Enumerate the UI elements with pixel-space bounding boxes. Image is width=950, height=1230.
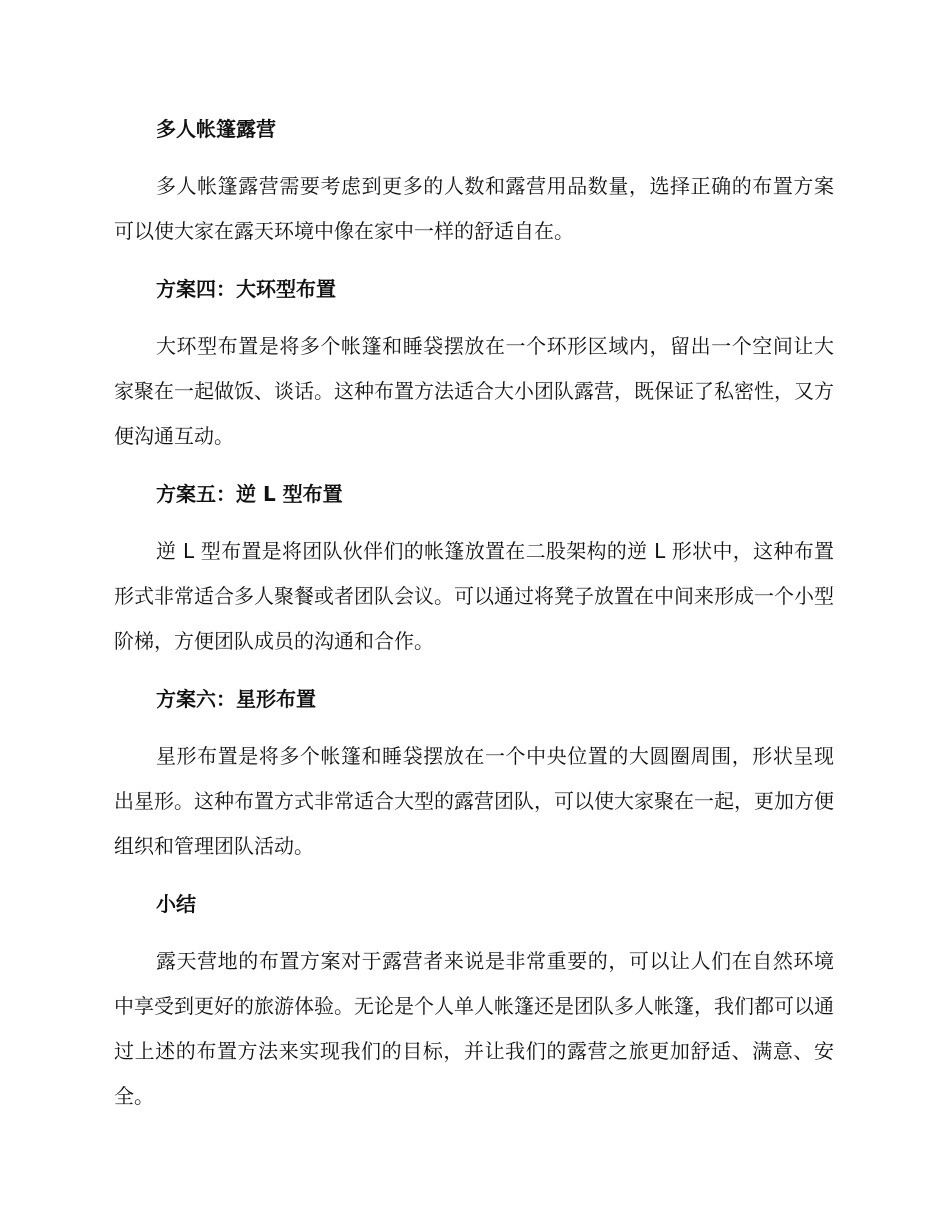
section-heading-plan-five: 方案五：逆 L 型布置 <box>156 482 343 506</box>
section-paragraph-summary: 露天营地的布置方案对于露营者来说是非常重要的，可以让人们在自然环境中享受到更好的旅游体验。无论是个人单人帐篷还是团队多人帐篷，我们都可以通过上述的布置方法来实现我们的目标，并让我们的露营之旅更加舒适、满意、安全。 <box>114 949 834 1108</box>
section-paragraph-plan-five: 逆 L 型布置是将团队伙伴们的帐篷放置在二股架构的逆 L 形状中，这种布置形式非常适合多人聚餐或者团队会议。可以通过将凳子放置在中间来形成一个小型阶梯，方便团队成员的沟通和合作。 <box>114 539 834 653</box>
document-page <box>114 112 834 1137</box>
section-paragraph-plan-four: 大环型布置是将多个帐篷和睡袋摆放在一个环形区域内，留出一个空间让大家聚在一起做饭、谈话。这种布置方法适合大小团队露营，既保证了私密性，又方便沟通互动。 <box>114 334 834 448</box>
section-paragraph-multi-person-tent: 多人帐篷露营需要考虑到更多的人数和露营用品数量，选择正确的布置方案可以使大家在露天环境中像在家中一样的舒适自在。 <box>114 174 834 243</box>
section-heading-summary: 小结 <box>156 892 196 916</box>
section-heading-plan-four: 方案四：大环型布置 <box>156 277 336 301</box>
section-paragraph-plan-six: 星形布置是将多个帐篷和睡袋摆放在一个中央位置的大圆圈周围，形状呈现出星形。这种布置方式非常适合大型的露营团队，可以使大家聚在一起，更加方便组织和管理团队活动。 <box>114 744 834 858</box>
section-heading-multi-person-tent: 多人帐篷露营 <box>156 117 276 141</box>
section-heading-plan-six: 方案六：星形布置 <box>156 687 316 711</box>
